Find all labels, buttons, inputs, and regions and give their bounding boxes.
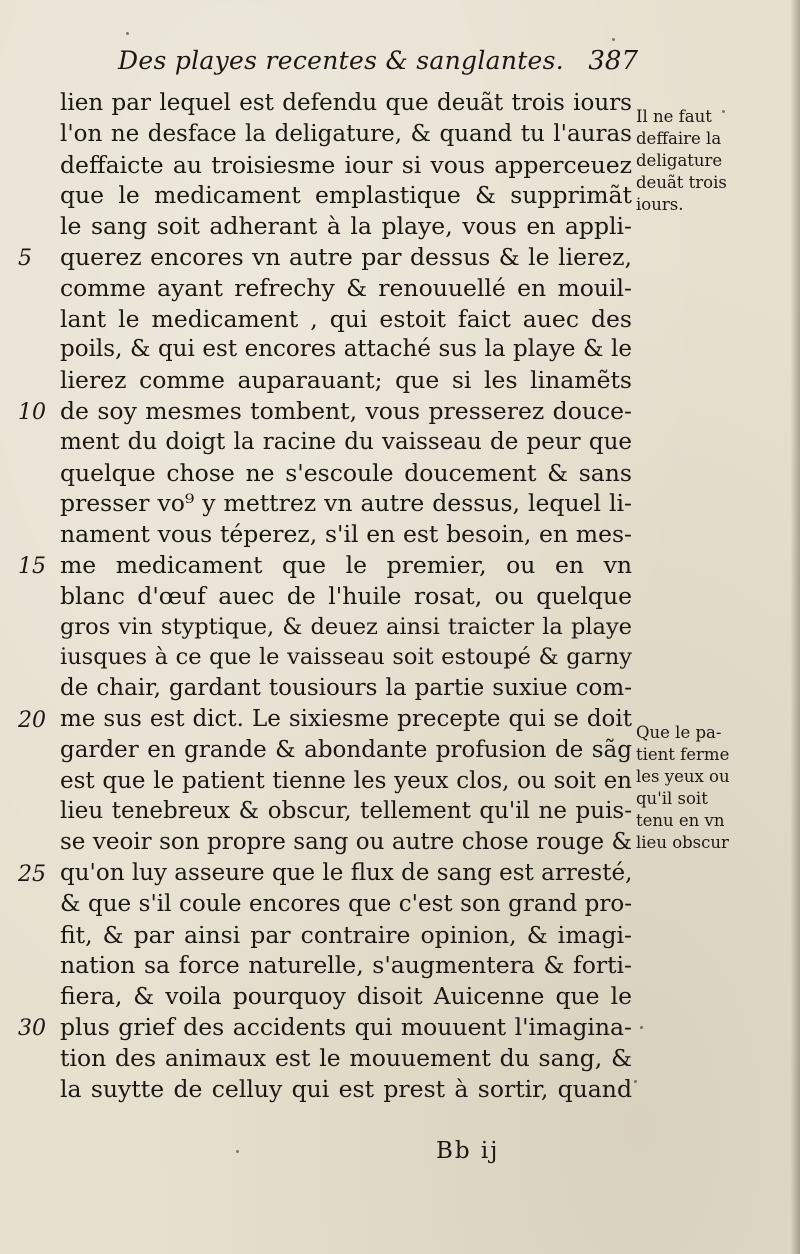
text-line: lieu tenebreux & obscur, tellement qu'il ne puis-: [60, 798, 632, 825]
margin-note: [636, 722, 748, 854]
text-line: nament vous téperez, s'il en est besoin, en mes-: [60, 520, 632, 549]
text-line: blanc d'œuf auec de l'huile rosat, ou quelque: [60, 581, 632, 610]
text-line: deffaicte au troisiesme iour si vous apperceuez: [60, 150, 632, 179]
main-text-column: [60, 88, 632, 1104]
text-line: querez encores vn autre par dessus & le lierez,: [60, 242, 632, 271]
text-line: garder en grande & abondante profusion de sãg: [60, 736, 632, 763]
text-line: plus grief des accidents qui mouuent l'imagina-: [60, 1012, 632, 1041]
text-line: fiera, & voila pourquoy disoit Auicenne que le: [60, 982, 632, 1011]
page-header: [118, 46, 638, 86]
margin-note-line: deffaire la: [636, 129, 722, 148]
text-line: se veoir son propre sang ou autre chose rouge &: [60, 829, 632, 856]
text-line: & que s'il coule encores que c'est son grand pro-: [60, 890, 632, 917]
margin-note-line: Il ne faut: [636, 107, 712, 126]
text-line: lierez comme auparauant; que si les linamẽts: [60, 366, 632, 395]
text-line: tion des animaux est le mouuement du sang, &: [60, 1043, 632, 1072]
ink-speck: [722, 110, 725, 113]
text-line: me sus est dict. Le sixiesme precepte qui se doit: [60, 705, 632, 732]
text-line: iusques à ce que le vaisseau soit estoupé & garny: [60, 644, 632, 671]
margin-note-line: iours.: [636, 195, 684, 214]
text-line: qu'on luy asseure que le flux de sang est arresté,: [60, 859, 632, 886]
text-line: lant le medicament , qui estoit faict auec des: [60, 304, 632, 333]
margin-note-line: deligature: [636, 151, 723, 170]
text-line: le sang soit adherant à la playe, vous en appli-: [60, 212, 632, 241]
margin-note-line: deuãt trois: [636, 173, 727, 192]
signature-mark: Bb ij: [436, 1138, 500, 1164]
text-line: gros vin styptique, & deuez ainsi traicter la playe: [60, 613, 632, 640]
text-line: la suytte de celluy qui est prest à sortir, quand: [60, 1074, 632, 1103]
ink-speck: [640, 1026, 643, 1029]
margin-note-line: tenu en vn: [636, 811, 725, 830]
text-line: lien par lequel est defendu que deuãt trois iours: [60, 90, 632, 116]
text-line: fit, & par ainsi par contraire opinion, & imagi-: [60, 920, 632, 949]
text-line: est que le patient tienne les yeux clos, ou soit en: [60, 767, 632, 794]
text-line: quelque chose ne s'escoule doucement & sans: [60, 458, 632, 487]
text-line: l'on ne desface la deligature, & quand tu l'auras: [60, 120, 632, 147]
text-line: poils, & qui est encores attaché sus la playe & le: [60, 336, 632, 363]
text-line: ment du doigt la racine du vaisseau de peur que: [60, 428, 632, 455]
text-line: me medicament que le premier, ou en vn: [60, 550, 632, 579]
line-number: 5: [18, 246, 32, 271]
text-line: que le medicament emplastique & supprimãt: [60, 181, 632, 210]
text-line: presser vo⁹ y mettrez vn autre dessus, lequel li-: [60, 489, 632, 518]
margin-note-line: lieu obscur: [636, 833, 729, 852]
text-line: de chair, gardant tousiours la partie suxiue com-: [60, 675, 632, 702]
margin-note-line: Que le pa-: [636, 723, 722, 742]
line-number: 20: [18, 708, 46, 733]
margin-note-line: les yeux ou: [636, 767, 730, 786]
ink-speck: [634, 1080, 637, 1083]
ink-speck: [236, 1150, 239, 1153]
line-number: 10: [18, 400, 46, 425]
page-edge-shadow: [790, 0, 800, 1254]
line-number: 25: [18, 862, 46, 887]
running-title: Des playes recentes & sanglantes.: [118, 46, 565, 75]
ink-speck: [612, 38, 615, 41]
text-line: nation sa force naturelle, s'augmentera & forti-: [60, 951, 632, 980]
line-number: 30: [18, 1016, 46, 1041]
margin-note-line: qu'il soit: [636, 789, 708, 808]
margin-note: [636, 106, 748, 216]
ink-speck: [126, 32, 129, 35]
text-line: comme ayant refrechy & renouuellé en mouil-: [60, 273, 632, 302]
page-number: 387: [588, 46, 638, 76]
text-line: de soy mesmes tombent, vous presserez douce-: [60, 396, 632, 425]
margin-note-line: tient ferme: [636, 745, 730, 764]
line-number: 15: [18, 554, 46, 579]
